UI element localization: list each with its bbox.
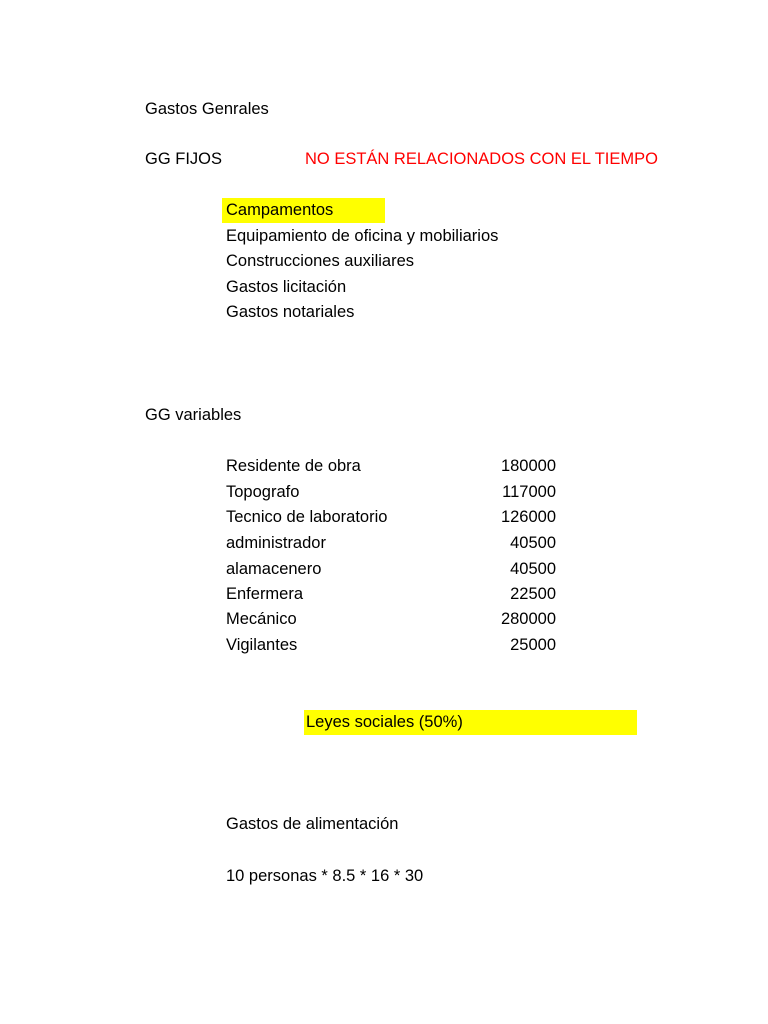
variable-row-name: Enfermera — [226, 585, 304, 603]
variable-row-name: alamacenero — [226, 560, 322, 578]
fixed-item: Campamentos — [226, 201, 334, 219]
social-laws-label: Leyes sociales (50%) — [306, 713, 463, 731]
variable-row-name: Vigilantes — [226, 636, 298, 654]
fixed-item: Gastos notariales — [226, 303, 355, 321]
variable-row-amount: 25000 — [510, 636, 556, 654]
variable-row-amount: 126000 — [500, 508, 556, 526]
page-title: Gastos Genrales — [145, 100, 269, 118]
variable-row-name: Mecánico — [226, 610, 297, 628]
variable-row-name: Residente de obra — [226, 457, 361, 475]
variable-row-name: Topografo — [226, 483, 300, 501]
variable-row-amount: 280000 — [500, 610, 556, 628]
variable-costs-label: GG variables — [145, 406, 242, 424]
fixed-item: Construcciones auxiliares — [226, 252, 415, 270]
food-costs-label: Gastos de alimentación — [226, 815, 399, 833]
variable-row-name: Tecnico de laboratorio — [226, 508, 388, 526]
variable-row-amount: 180000 — [500, 457, 556, 475]
variable-row-amount: 22500 — [510, 585, 556, 603]
fixed-item: Equipamiento de oficina y mobiliarios — [226, 227, 499, 245]
fixed-item: Gastos licitación — [226, 278, 347, 296]
fixed-costs-note: NO ESTÁN RELACIONADOS CON EL TIEMPO — [305, 150, 658, 168]
food-costs-formula: 10 personas * 8.5 * 16 * 30 — [226, 867, 424, 885]
variable-row-amount: 40500 — [510, 560, 556, 578]
variable-row-name: administrador — [226, 534, 326, 552]
variable-row-amount: 117000 — [502, 483, 556, 501]
variable-row-amount: 40500 — [510, 534, 556, 552]
fixed-costs-label: GG FIJOS — [145, 150, 223, 168]
